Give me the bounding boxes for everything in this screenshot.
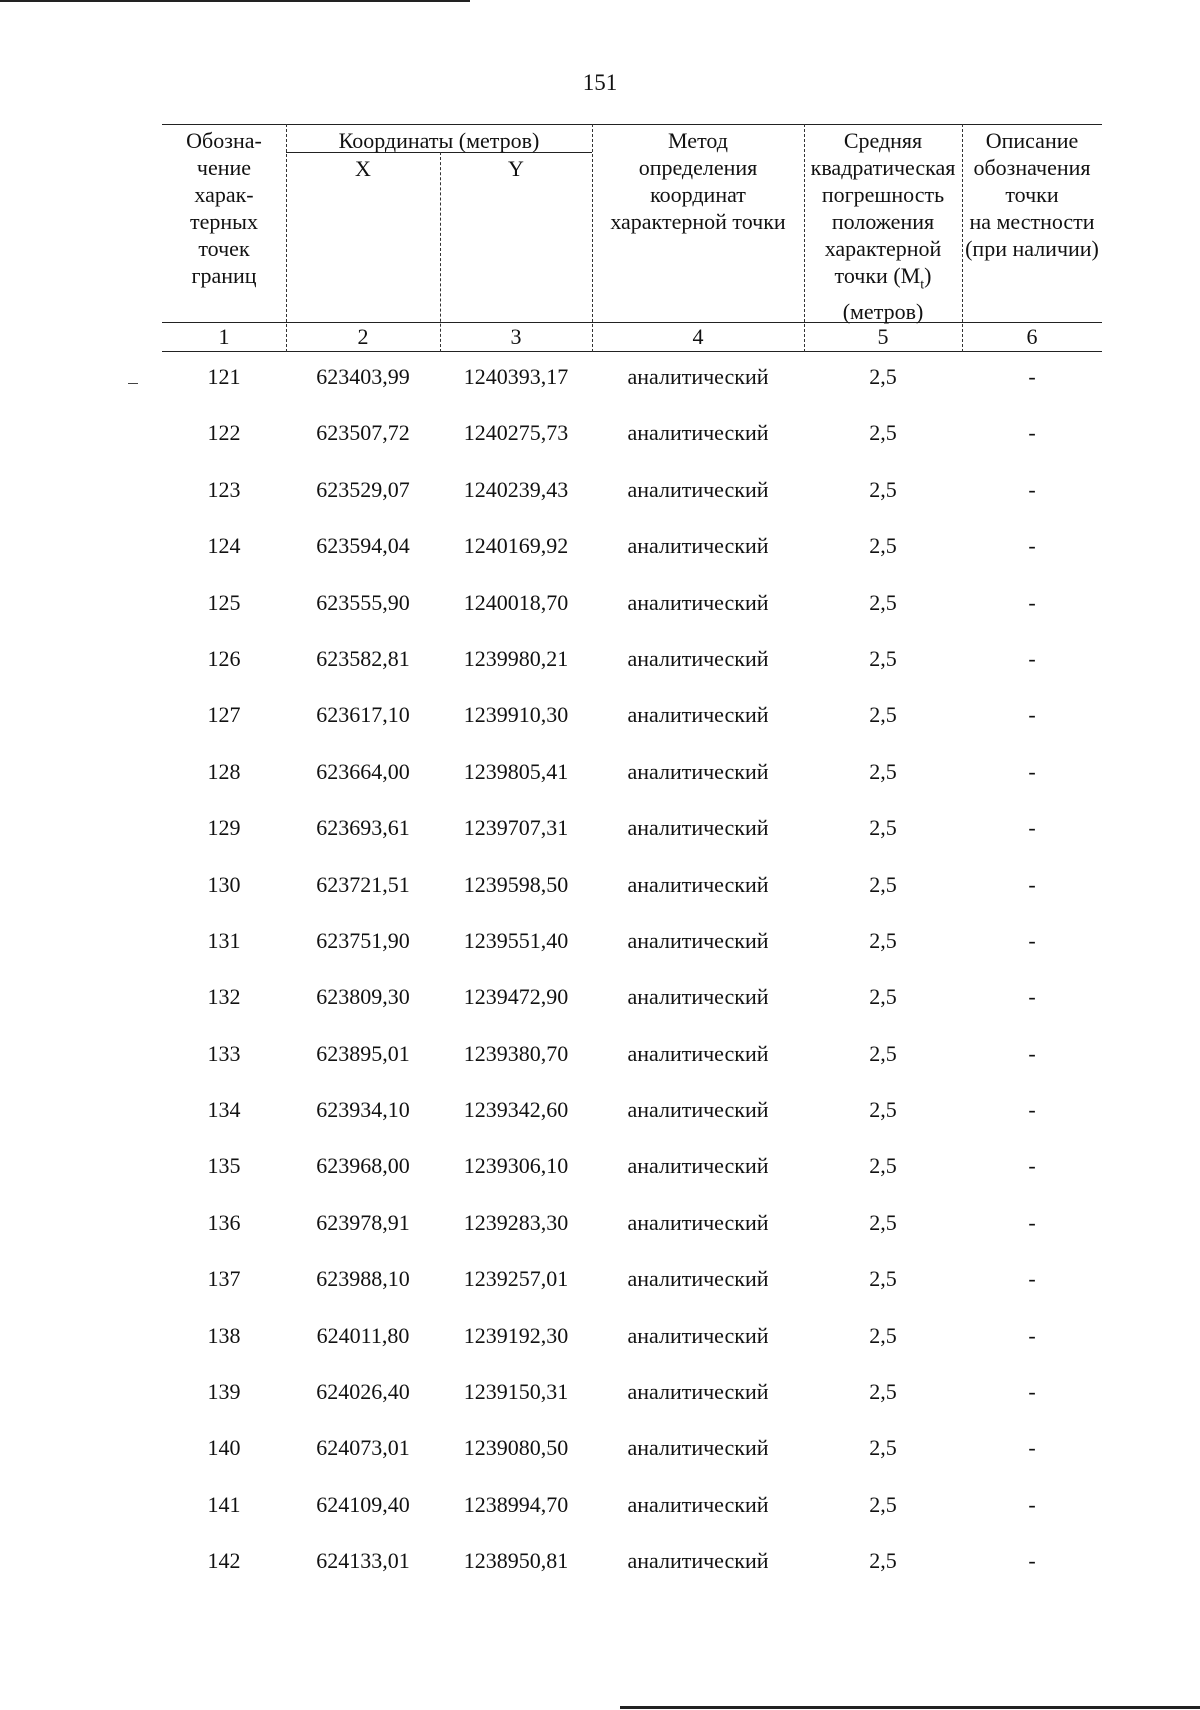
column-number-1: 1 bbox=[218, 324, 230, 349]
cell-error: 2,5 bbox=[869, 1266, 897, 1292]
column-numbers-bottom-rule bbox=[162, 351, 1102, 352]
cell-y: 1240393,17 bbox=[463, 364, 569, 389]
cell-point-number: 124 bbox=[207, 533, 241, 559]
cell-error: 2,5 bbox=[869, 589, 897, 615]
cell-y: 1240018,70 bbox=[463, 589, 569, 615]
cell-x: 623895,01 bbox=[316, 1040, 410, 1066]
table-row bbox=[162, 477, 1102, 533]
cell-method: аналитический bbox=[627, 1435, 769, 1461]
cell-description: - bbox=[1028, 871, 1036, 897]
cell-error: 2,5 bbox=[869, 1040, 897, 1066]
cell-x: 623582,81 bbox=[316, 645, 410, 671]
cell-point-number: 138 bbox=[207, 1322, 241, 1348]
cell-error: 2,5 bbox=[869, 1548, 897, 1574]
cell-y: 1239306,10 bbox=[463, 1153, 569, 1179]
cell-method: аналитический bbox=[627, 1209, 769, 1235]
cell-description: - bbox=[1028, 758, 1036, 784]
cell-point-number: 140 bbox=[207, 1435, 241, 1461]
cell-method: аналитический bbox=[627, 589, 769, 615]
table-row bbox=[162, 815, 1102, 871]
cell-y: 1239805,41 bbox=[463, 758, 569, 784]
cell-description: - bbox=[1028, 1097, 1036, 1123]
cell-description: - bbox=[1028, 815, 1036, 841]
cell-point-number: 128 bbox=[207, 758, 241, 784]
table-row bbox=[162, 1097, 1102, 1153]
cell-description: - bbox=[1028, 1209, 1036, 1235]
table-row bbox=[162, 1435, 1102, 1491]
cell-method: аналитический bbox=[627, 533, 769, 559]
scan-edge-line-top bbox=[0, 0, 470, 2]
cell-y: 1240275,73 bbox=[463, 420, 569, 446]
cell-x: 623934,10 bbox=[316, 1097, 410, 1123]
cell-point-number: 137 bbox=[207, 1266, 241, 1292]
cell-x: 624073,01 bbox=[316, 1435, 410, 1461]
cell-method: аналитический bbox=[627, 1153, 769, 1179]
cell-method: аналитический bbox=[627, 1491, 769, 1517]
cell-point-number: 139 bbox=[207, 1379, 241, 1405]
column-number-2: 2 bbox=[357, 324, 369, 349]
cell-x: 623809,30 bbox=[316, 984, 410, 1010]
cell-y: 1239150,31 bbox=[463, 1379, 569, 1405]
cell-point-number: 127 bbox=[207, 702, 241, 728]
table-row bbox=[162, 1323, 1102, 1379]
cell-method: аналитический bbox=[627, 758, 769, 784]
cell-description: - bbox=[1028, 645, 1036, 671]
cell-y: 1239080,50 bbox=[463, 1435, 569, 1461]
cell-y: 1238950,81 bbox=[463, 1548, 569, 1574]
cell-y: 1239707,31 bbox=[463, 815, 569, 841]
col-divider-2 bbox=[440, 152, 441, 352]
cell-method: аналитический bbox=[627, 815, 769, 841]
header-y: Y bbox=[508, 156, 524, 181]
header-x: X bbox=[355, 156, 371, 181]
cell-point-number: 121 bbox=[207, 364, 241, 389]
column-number-4: 4 bbox=[692, 324, 704, 349]
cell-x: 623555,90 bbox=[316, 589, 410, 615]
cell-x: 623721,51 bbox=[316, 871, 410, 897]
cell-point-number: 125 bbox=[207, 589, 241, 615]
cell-x: 623751,90 bbox=[316, 927, 410, 953]
cell-point-number: 142 bbox=[207, 1548, 241, 1574]
cell-point-number: 134 bbox=[207, 1097, 241, 1123]
header-point-designation: Обозна- чение харак- терных точек границ bbox=[186, 128, 262, 288]
cell-y: 1239342,60 bbox=[463, 1097, 569, 1123]
cell-x: 623968,00 bbox=[316, 1153, 410, 1179]
cell-error: 2,5 bbox=[869, 420, 897, 446]
cell-description: - bbox=[1028, 1548, 1036, 1574]
cell-x: 623507,72 bbox=[316, 420, 410, 446]
header-mean-square-error-text: Средняя квадратическая погрешность положения характерной точки (M bbox=[810, 128, 956, 288]
cell-y: 1239283,30 bbox=[463, 1209, 569, 1235]
cell-y: 1239598,50 bbox=[463, 871, 569, 897]
table-row bbox=[162, 364, 1102, 420]
cell-description: - bbox=[1028, 1322, 1036, 1348]
cell-error: 2,5 bbox=[869, 1379, 897, 1405]
table-row bbox=[162, 533, 1102, 589]
cell-description: - bbox=[1028, 984, 1036, 1010]
cell-description: - bbox=[1028, 1379, 1036, 1405]
cell-description: - bbox=[1028, 1435, 1036, 1461]
cell-error: 2,5 bbox=[869, 1097, 897, 1123]
cell-y: 1238994,70 bbox=[463, 1491, 569, 1517]
cell-description: - bbox=[1028, 420, 1036, 446]
cell-method: аналитический bbox=[627, 1548, 769, 1574]
cell-x: 624109,40 bbox=[316, 1491, 410, 1517]
cell-description: - bbox=[1028, 1153, 1036, 1179]
cell-method: аналитический bbox=[627, 871, 769, 897]
cell-error: 2,5 bbox=[869, 1153, 897, 1179]
cell-error: 2,5 bbox=[869, 1491, 897, 1517]
table-row bbox=[162, 1266, 1102, 1322]
cell-x: 623594,04 bbox=[316, 533, 410, 559]
cell-description: - bbox=[1028, 1266, 1036, 1292]
cell-description: - bbox=[1028, 927, 1036, 953]
table-row bbox=[162, 1153, 1102, 1209]
cell-description: - bbox=[1028, 533, 1036, 559]
cell-y: 1239980,21 bbox=[463, 645, 569, 671]
cell-method: аналитический bbox=[627, 1040, 769, 1066]
cell-description: - bbox=[1028, 1491, 1036, 1517]
cell-point-number: 122 bbox=[207, 420, 241, 446]
table-row bbox=[162, 420, 1102, 476]
header-top-rule bbox=[162, 124, 1102, 125]
cell-method: аналитический bbox=[627, 1322, 769, 1348]
cell-point-number: 126 bbox=[207, 645, 241, 671]
cell-y: 1239551,40 bbox=[463, 927, 569, 953]
cell-y: 1240239,43 bbox=[463, 476, 569, 502]
cell-method: аналитический bbox=[627, 364, 769, 389]
table-body bbox=[162, 364, 1102, 1605]
scan-artifact-mark bbox=[128, 383, 138, 384]
column-number-6: 6 bbox=[1026, 324, 1038, 349]
cell-point-number: 136 bbox=[207, 1209, 241, 1235]
table-row bbox=[162, 1210, 1102, 1266]
cell-error: 2,5 bbox=[869, 984, 897, 1010]
cell-method: аналитический bbox=[627, 1266, 769, 1292]
cell-error: 2,5 bbox=[869, 758, 897, 784]
cell-point-number: 132 bbox=[207, 984, 241, 1010]
cell-point-number: 130 bbox=[207, 871, 241, 897]
cell-x: 623403,99 bbox=[316, 364, 410, 389]
table-row bbox=[162, 646, 1102, 702]
cell-error: 2,5 bbox=[869, 364, 897, 389]
cell-point-number: 141 bbox=[207, 1491, 241, 1517]
cell-y: 1239472,90 bbox=[463, 984, 569, 1010]
cell-x: 623664,00 bbox=[316, 758, 410, 784]
cell-error: 2,5 bbox=[869, 1209, 897, 1235]
cell-x: 623978,91 bbox=[316, 1209, 410, 1235]
cell-error: 2,5 bbox=[869, 815, 897, 841]
cell-x: 623617,10 bbox=[316, 702, 410, 728]
cell-description: - bbox=[1028, 702, 1036, 728]
cell-description: - bbox=[1028, 1040, 1036, 1066]
header-mean-square-error-text-end: ) (метров) bbox=[842, 263, 932, 325]
cell-error: 2,5 bbox=[869, 645, 897, 671]
cell-error: 2,5 bbox=[869, 1322, 897, 1348]
scan-edge-line-bottom bbox=[620, 1706, 1200, 1709]
cell-point-number: 133 bbox=[207, 1040, 241, 1066]
cell-y: 1239192,30 bbox=[463, 1322, 569, 1348]
cell-x: 624133,01 bbox=[316, 1548, 410, 1574]
page-number: 151 bbox=[582, 70, 618, 95]
cell-point-number: 129 bbox=[207, 815, 241, 841]
cell-x: 623988,10 bbox=[316, 1266, 410, 1292]
cell-method: аналитический bbox=[627, 1097, 769, 1123]
cell-method: аналитический bbox=[627, 420, 769, 446]
cell-point-number: 131 bbox=[207, 927, 241, 953]
column-number-5: 5 bbox=[877, 324, 889, 349]
cell-error: 2,5 bbox=[869, 1435, 897, 1461]
cell-description: - bbox=[1028, 476, 1036, 502]
table-row bbox=[162, 1492, 1102, 1548]
cell-error: 2,5 bbox=[869, 476, 897, 502]
cell-x: 623693,61 bbox=[316, 815, 410, 841]
cell-error: 2,5 bbox=[869, 927, 897, 953]
header-mean-square-error bbox=[804, 127, 962, 325]
table-row bbox=[162, 1041, 1102, 1097]
cell-point-number: 135 bbox=[207, 1153, 241, 1179]
cell-method: аналитический bbox=[627, 927, 769, 953]
table-row bbox=[162, 702, 1102, 758]
table-row bbox=[162, 590, 1102, 646]
cell-description: - bbox=[1028, 364, 1036, 389]
table-header bbox=[162, 124, 1102, 352]
cell-x: 624011,80 bbox=[316, 1322, 410, 1348]
cell-method: аналитический bbox=[627, 984, 769, 1010]
header-coordinates-group: Координаты (метров) bbox=[338, 128, 540, 153]
cell-x: 623529,07 bbox=[316, 476, 410, 502]
cell-y: 1239910,30 bbox=[463, 702, 569, 728]
table-row bbox=[162, 984, 1102, 1040]
cell-method: аналитический bbox=[627, 476, 769, 502]
cell-y: 1239380,70 bbox=[463, 1040, 569, 1066]
cell-y: 1240169,92 bbox=[463, 533, 569, 559]
cell-y: 1239257,01 bbox=[463, 1266, 569, 1292]
cell-method: аналитический bbox=[627, 645, 769, 671]
table-row bbox=[162, 1379, 1102, 1435]
cell-error: 2,5 bbox=[869, 533, 897, 559]
header-description: Описание обозначения точки на местности (при наличии) bbox=[965, 128, 1099, 261]
column-number-3: 3 bbox=[510, 324, 522, 349]
table-row bbox=[162, 1548, 1102, 1604]
table-row bbox=[162, 872, 1102, 928]
cell-error: 2,5 bbox=[869, 871, 897, 897]
cell-x: 624026,40 bbox=[316, 1379, 410, 1405]
header-mean-square-error-subscript: t bbox=[920, 277, 925, 293]
cell-error: 2,5 bbox=[869, 702, 897, 728]
table-row bbox=[162, 759, 1102, 815]
header-method: Метод определения координат характерной точки bbox=[610, 128, 786, 234]
cell-method: аналитический bbox=[627, 1379, 769, 1405]
cell-point-number: 123 bbox=[207, 476, 241, 502]
table-row bbox=[162, 928, 1102, 984]
cell-method: аналитический bbox=[627, 702, 769, 728]
cell-description: - bbox=[1028, 589, 1036, 615]
